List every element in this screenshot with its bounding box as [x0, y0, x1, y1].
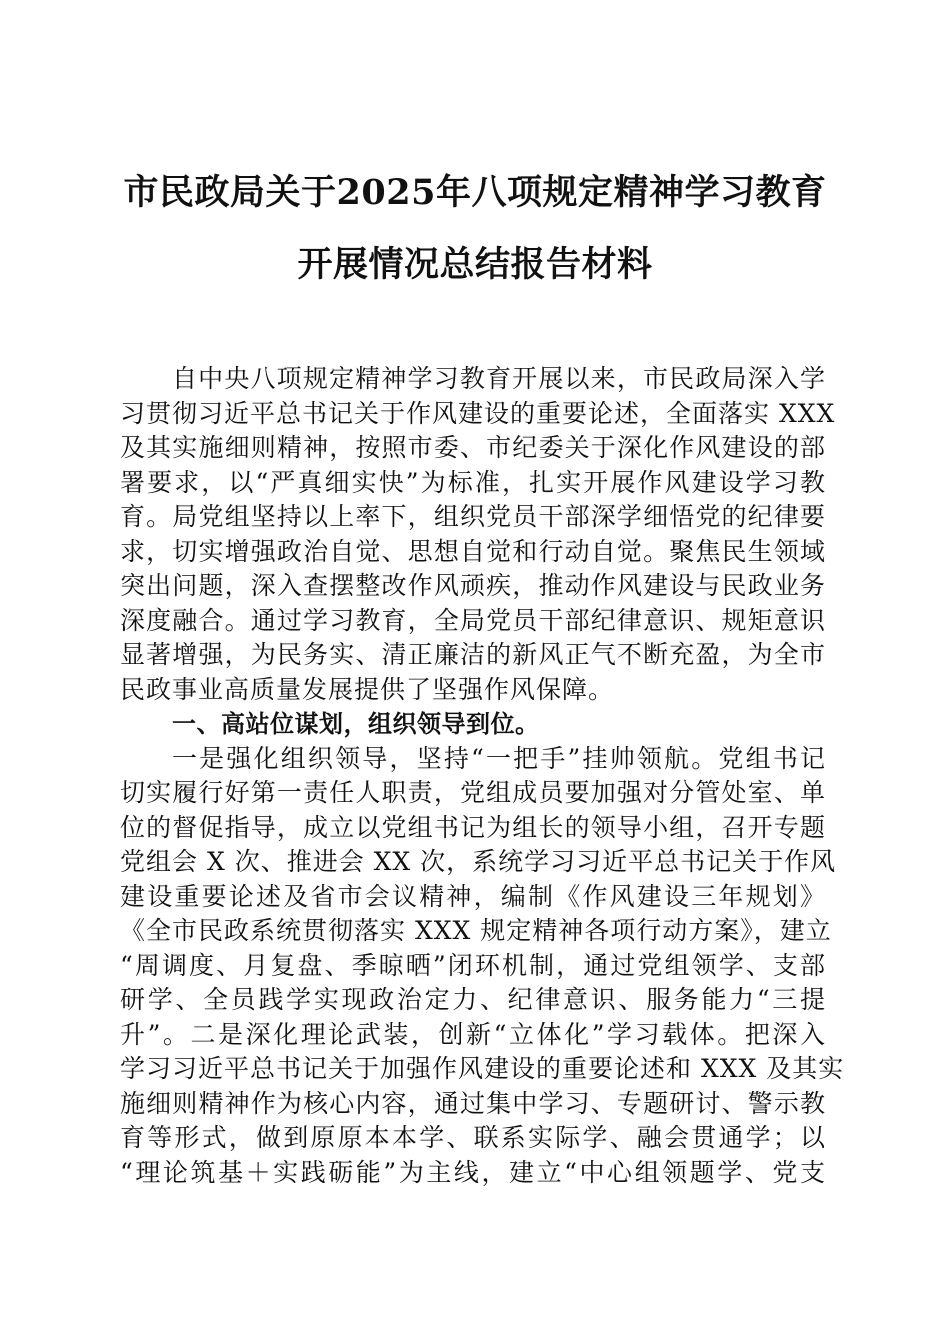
text-line: 一是强化组织领导，坚持“一把手”挂帅领航。党组书记 [172, 743, 826, 773]
text-line: 突出问题，深入查摆整改作风顽疾，推动作风建设与民政业务 [120, 571, 826, 600]
text-line: 育。局党组坚持以上率下，组织党员干部深学细悟党的纪律要 [120, 502, 826, 531]
text-line: 位的督促指导，成立以党组书记为组长的领导小组，召开专题 [120, 812, 826, 842]
text-line: 升”。二是深化理论武装，创新“立体化”学习载体。把深入 [120, 1019, 826, 1049]
text-line: 研学、全员践学实现政治定力、纪律意识、服务能力“三提 [120, 985, 826, 1014]
text-line: 显著增强，为民务实、清正廉洁的新风正气不断充盈，为全市 [120, 640, 826, 669]
text-line: 建设重要论述及省市会议精神，编制《作风建设三年规划》 [120, 881, 826, 911]
document-title-line-2: 开展情况总结报告材料 [297, 244, 653, 285]
text-line: 学习习近平总书记关于加强作风建设的重要论述和 XXX 及其实 [120, 1054, 845, 1083]
paragraph-intro [120, 362, 836, 707]
text-line: 切实履行好第一责任人职责，党组成员要加强对分管处室、单 [120, 778, 826, 807]
text-line: 习贯彻习近平总书记关于作风建设的重要论述，全面落实 XXX [120, 398, 836, 428]
text-line: 育等形式，做到原原本本学、联系实际学、融会贯通学；以 [120, 1123, 826, 1152]
text-line: 自中央八项规定精神学习教育开展以来，市民政局深入学 [172, 364, 826, 393]
text-line: 党组会 X 次、推进会 XX 次，系统学习习近平总书记关于作风 [120, 847, 837, 876]
paragraph-section-1 [120, 742, 845, 1191]
text-line: 民政事业高质量发展提供了坚强作风保障。 [120, 674, 615, 704]
document-body [120, 362, 845, 1190]
text-line: 求，切实增强政治自觉、思想自觉和行动自觉。聚焦民生领域 [120, 536, 826, 566]
text-line: 及其实施细则精神，按照市委、市纪委关于深化作风建设的部 [120, 433, 826, 462]
text-line: 深度融合。通过学习教育，全局党员干部纪律意识、规矩意识 [120, 605, 826, 635]
section-heading-1: 一、高站位谋划，组织领导到位。 [172, 710, 540, 738]
text-line: 施细则精神作为核心内容，通过集中学习、专题研讨、警示教 [120, 1088, 826, 1118]
text-line: 《全市民政系统贯彻落实 XXX 规定精神各项行动方案》，建立 [120, 916, 832, 945]
text-line: 署要求，以“严真细实快”为标准，扎实开展作风建设学习教 [120, 467, 826, 497]
text-line: “理论筑基＋实践砺能”为主线，建立“中心组领题学、党支 [120, 1157, 826, 1187]
text-line: “周调度、月复盘、季晾晒”闭环机制，通过党组领学、支部 [120, 950, 826, 980]
document-title-line-1: 市民政局关于2025年八项规定精神学习教育 [123, 172, 827, 213]
